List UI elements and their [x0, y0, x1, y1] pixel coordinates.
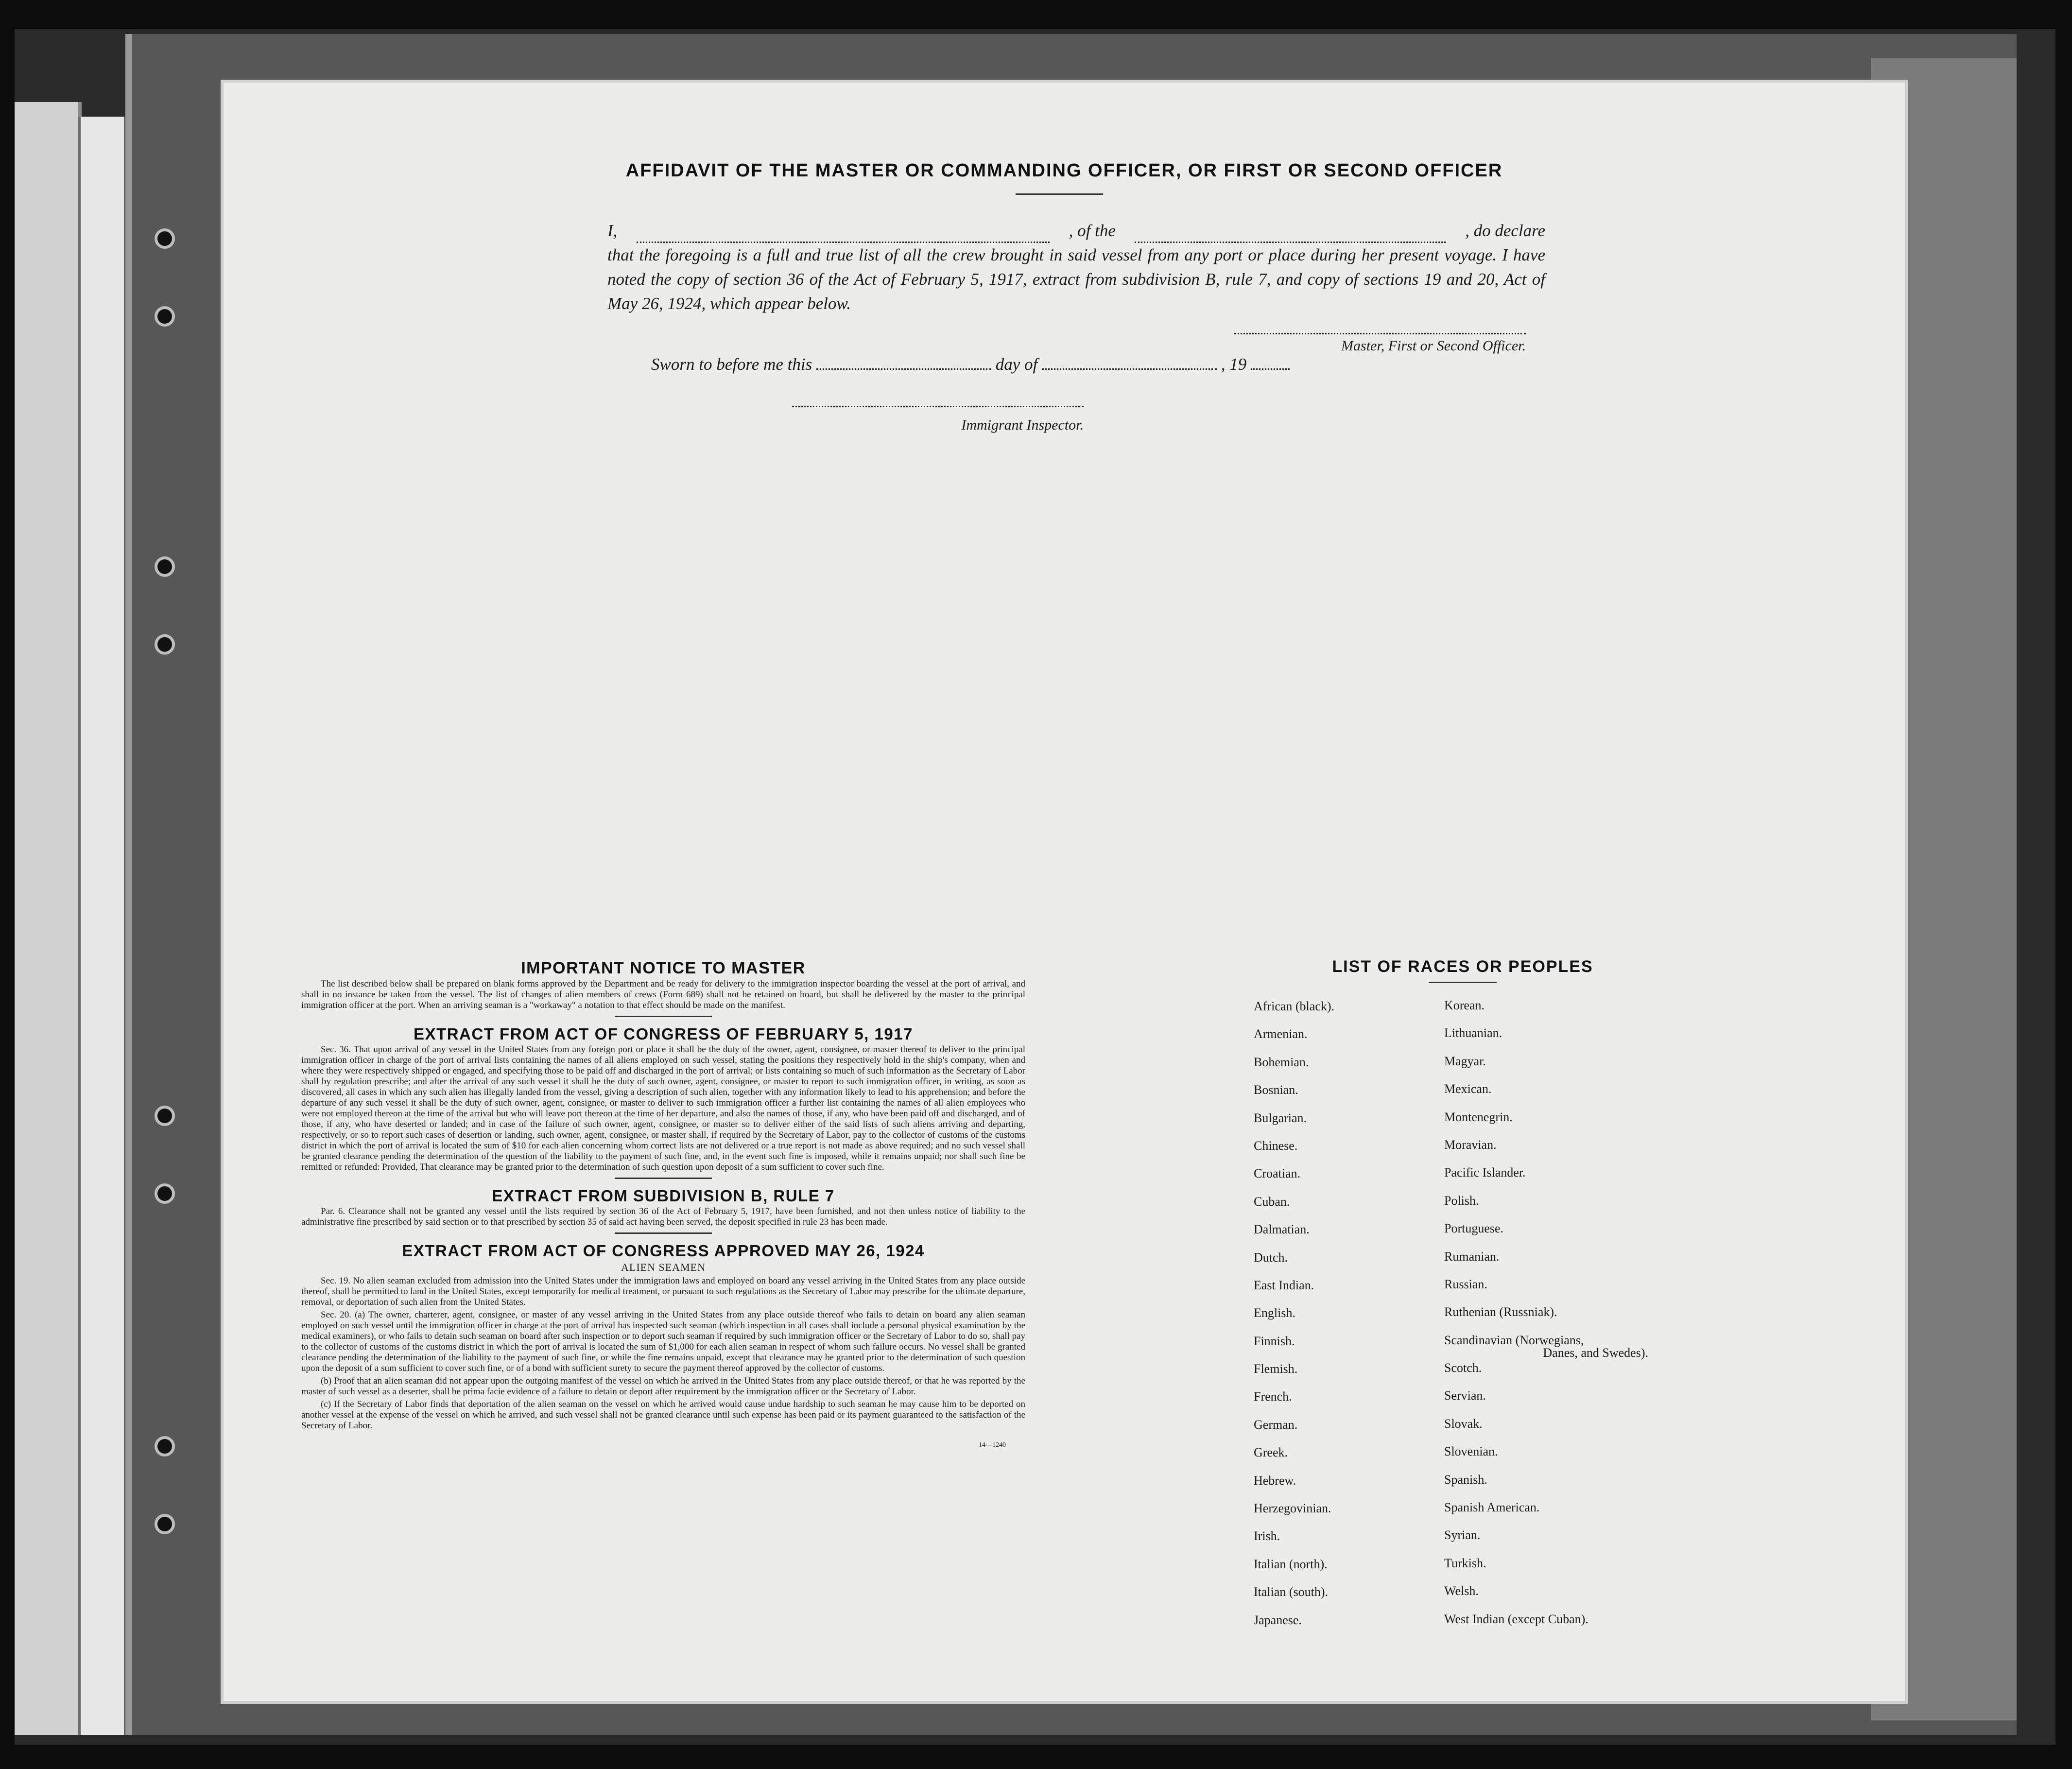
race-item: Armenian. — [1254, 1027, 1308, 1041]
race-item: Bosnian. — [1254, 1083, 1298, 1097]
race-item: English. — [1254, 1306, 1295, 1320]
race-row — [1254, 1139, 1740, 1166]
race-row — [1254, 1362, 1740, 1389]
race-item: Russian. — [1444, 1277, 1487, 1291]
race-item: Pacific Islander. — [1444, 1165, 1526, 1180]
race-row — [1254, 1306, 1740, 1334]
do-declare-label: , do declare — [1465, 221, 1545, 240]
race-item: Bohemian. — [1254, 1055, 1309, 1069]
race-item: West Indian (except Cuban). — [1444, 1612, 1589, 1626]
sec20a-text: Sec. 20. (a) The owner, charterer, agent, consignee, or master of any vessel arriving in the United States from any place outside thereof who fails to detain on board any alien seaman employed on such vessel until the immigration officer in charge at the port of arrival has inspected such seaman (which inspection in all cases shall include a personal physical examination by the medical examiners), or who fails to detain such seaman on board after such inspection or to deport such seaman if required by such immigration officer or the Secretary of Labor to do so, shall pay to the collector of customs of the customs district in which the port of arrival is located the sum of $1,000 for each alien seaman in respect of whom such failure occurs. No vessel shall be granted clearance pending the determination of the liability to the payment of such fine, or while the fine remains unpaid, except that clearance may be granted prior to the determination of such question upon the deposit of a sum sufficient to cover such fine, or of a bond with sufficient surety to secure the payment thereof approved by the collector of customs. — [301, 1310, 1025, 1373]
name-blank[interactable] — [637, 219, 1050, 243]
sworn-year-label: , 19 — [1221, 355, 1247, 374]
races-list — [1254, 999, 1740, 1641]
left-page-strip — [15, 102, 82, 1735]
race-item: Hebrew. — [1254, 1473, 1296, 1488]
race-item: East Indian. — [1254, 1278, 1314, 1292]
i-label: I, — [607, 221, 618, 240]
form-code: 14—1240 — [979, 1441, 1006, 1449]
race-item: Finnish. — [1254, 1334, 1295, 1348]
race-item: Italian (south). — [1254, 1585, 1329, 1599]
binder-hole — [155, 1183, 175, 1204]
inspector-signature-line[interactable] — [792, 406, 1084, 407]
master-signature-line[interactable] — [1234, 333, 1526, 334]
notice-text: The list described below shall be prepared on blank forms approved by the Department and be ready for delivery to the immigration inspector boarding the vessel at the port of arrival, and shall in no instance be taken from the vessel. The list of changes of alien members of crews (Form 689) shall not be retained on board, but shall be delivered by the master to the principal immigration officer at the port. When an arriving seaman is a "workaway" a notation to that effect should be made on the manifest. — [301, 979, 1025, 1010]
race-item: Herzegovinian. — [1254, 1501, 1331, 1516]
race-row — [1254, 1418, 1740, 1445]
race-item: Croatian. — [1254, 1166, 1301, 1181]
race-item: Mexican. — [1444, 1082, 1492, 1096]
race-row — [1254, 1585, 1740, 1613]
race-row — [1254, 1474, 1740, 1501]
race-item: Syrian. — [1444, 1528, 1481, 1543]
race-item: Slovak. — [1444, 1416, 1483, 1431]
binder-hole — [155, 306, 175, 327]
race-item: Cuban. — [1254, 1194, 1290, 1209]
race-item: Montenegrin. — [1444, 1110, 1513, 1124]
race-item: Welsh. — [1444, 1584, 1479, 1598]
race-row — [1254, 1055, 1740, 1083]
race-row — [1254, 1529, 1740, 1557]
sworn-year-blank[interactable] — [1251, 368, 1290, 370]
race-item: Spanish American. — [1444, 1500, 1540, 1515]
extract-1924-title: EXTRACT FROM ACT OF CONGRESS APPROVED MAY 26, 1924 — [402, 1242, 925, 1260]
race-item: Servian. — [1444, 1388, 1486, 1403]
vessel-blank[interactable] — [1135, 219, 1446, 243]
title-underline — [1016, 193, 1103, 195]
notice-title: IMPORTANT NOTICE TO MASTER — [521, 959, 806, 977]
affidavit-text: that the foregoing is a full and true list of all the crew brought in said vessel from any port or place during her present voyage. I have noted the copy of section 36 of the Act of February 5, 1917, extract from subdivision B, rule 7, and copy of sections 19 and 20, Act of May 26, 1924, which appear below. — [607, 245, 1545, 313]
race-row — [1254, 1389, 1740, 1417]
page-edge-line — [125, 34, 132, 1735]
race-row — [1254, 1166, 1740, 1194]
race-row — [1254, 1222, 1740, 1250]
binder-hole — [155, 1514, 175, 1534]
binder-hole — [155, 556, 175, 577]
races-underline — [1429, 982, 1497, 983]
sworn-day-blank[interactable] — [816, 368, 991, 370]
race-item: Irish. — [1254, 1529, 1280, 1544]
race-row — [1254, 1111, 1740, 1139]
inspector-label: Immigrant Inspector. — [961, 417, 1084, 433]
race-item: Chinese. — [1254, 1138, 1298, 1153]
sworn-day-label: day of — [995, 355, 1038, 374]
race-row — [1254, 999, 1740, 1027]
race-item: Dalmatian. — [1254, 1222, 1310, 1237]
race-row — [1254, 1613, 1740, 1641]
sec20c-text: (c) If the Secretary of Labor finds that deportation of the alien seaman on the vessel on which he arrived would cause undue hardship to such seaman he may cause him to be deported on another vessel at the expense of the vessel on which he arrived, and such vessel shall not be granted clearance until such expense has been paid or its payment guaranteed to the satisfaction of the Secretary of Labor. — [301, 1399, 1025, 1431]
extract-1917-title: EXTRACT FROM ACT OF CONGRESS OF FEBRUARY 5, 1917 — [414, 1025, 913, 1043]
race-row — [1254, 1334, 1740, 1362]
separator — [615, 1016, 712, 1017]
race-item: German. — [1254, 1417, 1298, 1432]
race-item-continuation: Danes, and Swedes). — [1543, 1345, 1648, 1360]
left-page-strip-inner — [78, 117, 124, 1735]
extract-rule7-title: EXTRACT FROM SUBDIVISION B, RULE 7 — [492, 1187, 835, 1205]
race-item: Scandinavian (Norwegians, — [1444, 1333, 1584, 1347]
notice-column — [301, 957, 1025, 1451]
races-title: LIST OF RACES OR PEOPLES — [1332, 957, 1593, 976]
separator — [615, 1232, 712, 1234]
sworn-line — [651, 355, 1290, 374]
binder-hole — [155, 228, 175, 249]
race-row — [1254, 1445, 1740, 1473]
race-item: Italian (north). — [1254, 1557, 1328, 1571]
race-item: Moravian. — [1444, 1137, 1497, 1152]
race-item: Spanish. — [1444, 1472, 1487, 1487]
race-item: Lithuanian. — [1444, 1026, 1502, 1041]
race-item: Dutch. — [1254, 1250, 1288, 1265]
race-item-multiline — [1444, 1334, 1658, 1359]
extract-rule7-text: Par. 6. Clearance shall not be granted any vessel until the lists required by section 36 of the Act of February 5, 1917, have been furnished, and not then unless notice of liability to the administrative fine prescribed by said section or to that prescribed by section 35 of said act having been served, the deposit specified in rule 23 has been made. — [301, 1206, 1025, 1227]
race-item: Greek. — [1254, 1445, 1288, 1460]
sworn-month-blank[interactable] — [1042, 368, 1217, 370]
extract-1917-text: Sec. 36. That upon arrival of any vessel in the United States from any foreign port or place it shall be the duty of the owner, agent, consignee, or master thereof to deliver to the principal immigration officer in charge of the port of arrival lists containing the names of all aliens employed on such vessel, stating the positions they respectively hold in the ship's company, when and where they were respectively shipped or engaged, and specifying those to be paid off and discharged in the port of arrival; or lists containing so much of such information as the Secretary of Labor shall by regulation prescribe; and after the arrival of any such vessel it shall be the duty of such owner, agent, consignee, or master to report to such immigration officer, in writing, as soon as discovered, all cases in which any such alien has illegally landed from the vessel, giving a description of such alien, together with any information likely to lead to his apprehension; and before the departure of any such vessel it shall be the duty of such owner, agent, consignee, or master to deliver to such immigration officer a further list containing the names of all alien employees who were not employed thereon at the time of the arrival but who will leave port thereon at the time of her departure, and also the names of those, if any, who have been paid off and discharged, and of those, if any, who have deserted or landed; and in case of the failure of such owner, agent, consignee, or master so to deliver either of the said lists of such aliens arriving and departing, respectively, or so to report such cases of desertion or landing, such owner, agent, consignee, or master shall, if required by the Secretary of Labor, pay to the collector of customs of the customs district in which the port of arrival is located the sum of $10 for each alien concerning whom correct lists are not delivered or a true report is not made as above required; and no such vessel shall be granted clearance pending the determination of the question of the liability to the payment of such fine, and, in the event such fine is imposed, while it remains unpaid; nor shall such fine be remitted or refunded: Provided, That clearance may be granted prior to the determination of such question upon deposit of a sum sufficient to cover such fine. — [301, 1044, 1025, 1172]
affidavit-title: AFFIDAVIT OF THE MASTER OR COMMANDING OFFICER, OR FIRST OR SECOND OFFICER — [625, 160, 1503, 181]
race-row — [1254, 1083, 1740, 1110]
race-item: Portuguese. — [1444, 1221, 1504, 1236]
race-item: Magyar. — [1444, 1054, 1486, 1068]
race-row — [1254, 1278, 1740, 1306]
race-item: Bulgarian. — [1254, 1110, 1307, 1125]
of-the-label: , of the — [1069, 221, 1116, 240]
binder-hole — [155, 1436, 175, 1457]
sec19-text: Sec. 19. No alien seaman excluded from admission into the United States under the immigration laws and employed on board any vessel arriving in the United States from any place outside thereof, shall be permitted to land in the United States, except temporarily for medical treatment, or pursuant to such regulations as the Secretary of Labor may prescribe for the ultimate departure, removal, or deportation of such alien from the United States. — [301, 1276, 1025, 1307]
sworn-prefix: Sworn to before me this — [651, 355, 812, 374]
binder-hole — [155, 634, 175, 655]
affidavit-body — [607, 219, 1545, 316]
race-item: Japanese. — [1254, 1613, 1302, 1627]
race-item: Korean. — [1444, 998, 1485, 1012]
separator — [615, 1178, 712, 1179]
binder-hole — [155, 1106, 175, 1126]
document-sheet — [224, 83, 1905, 1701]
race-item: Ruthenian (Russniak). — [1444, 1305, 1557, 1319]
race-row — [1254, 1501, 1740, 1529]
race-item: Slovenian. — [1444, 1444, 1498, 1459]
alien-seamen-subtitle: ALIEN SEAMEN — [621, 1261, 706, 1273]
race-item: Polish. — [1444, 1193, 1479, 1208]
race-item: French. — [1254, 1389, 1292, 1404]
declaration-line — [607, 219, 1545, 243]
race-item: Scotch. — [1444, 1361, 1482, 1375]
race-row — [1254, 1250, 1740, 1278]
race-item: Rumanian. — [1444, 1249, 1500, 1264]
race-row — [1254, 1195, 1740, 1222]
sec20b-text: (b) Proof that an alien seaman did not appear upon the outgoing manifest of the vessel on which he arrived in the United States from any place outside thereof, or that he was reported by the master of such vessel as a deserter, shall be prima facie evidence of a failure to detain or deport after requirement by the immigration officer or the Secretary of Labor. — [301, 1376, 1025, 1397]
race-item: Turkish. — [1444, 1556, 1486, 1570]
race-row — [1254, 1557, 1740, 1585]
race-row — [1254, 1027, 1740, 1055]
race-item: African (black). — [1254, 999, 1335, 1013]
race-item: Flemish. — [1254, 1362, 1298, 1376]
master-label: Master, First or Second Officer. — [1341, 338, 1526, 354]
